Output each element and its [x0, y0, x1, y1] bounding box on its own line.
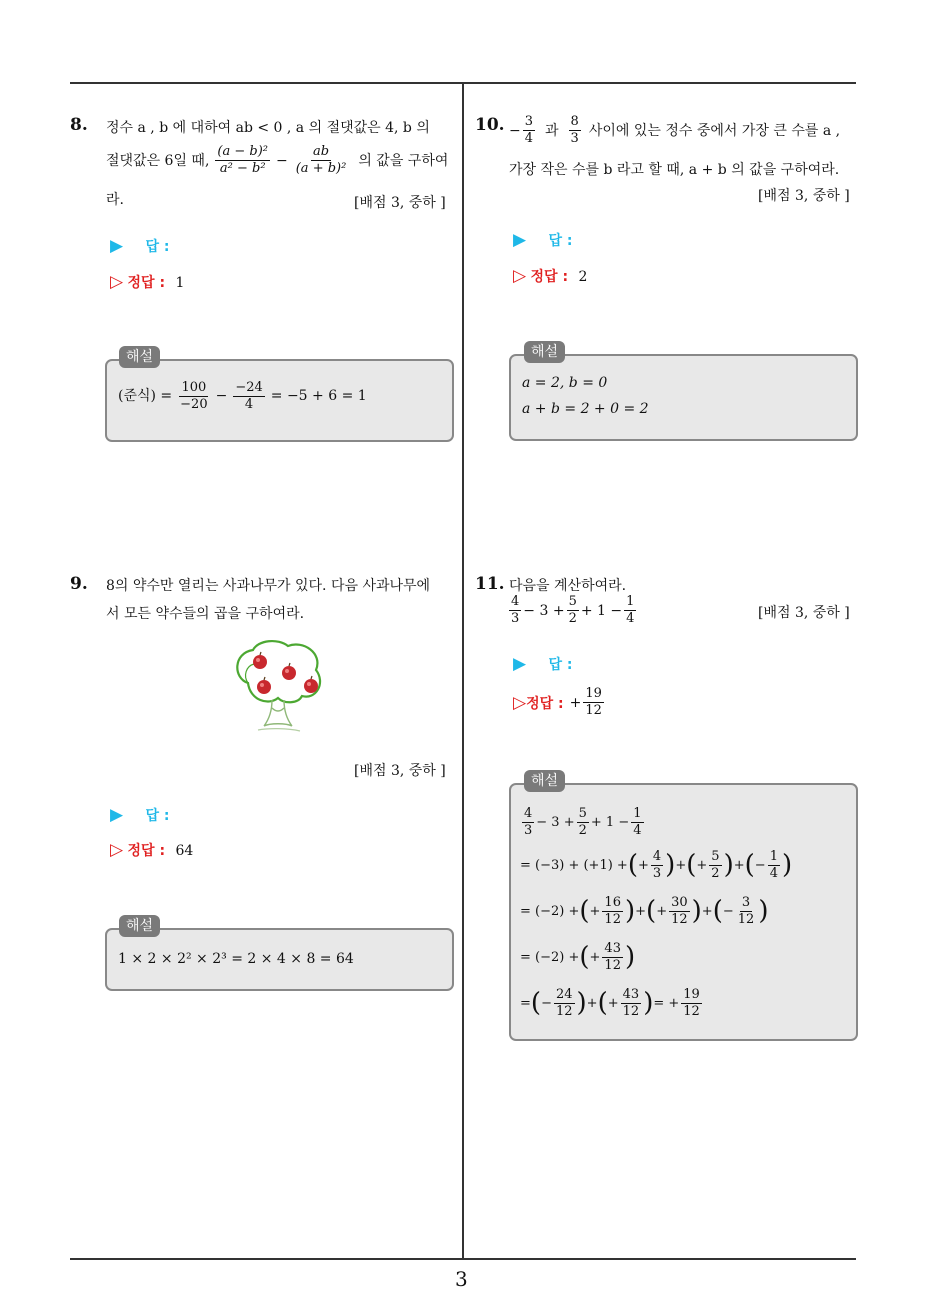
q10-solution-line2: a + b = 2 + 0 = 2	[522, 401, 649, 417]
q8-sol-frac2-den: 4	[244, 397, 254, 412]
answer-label: 답 :	[548, 657, 573, 673]
play-triangle-icon: ▶	[110, 805, 124, 825]
q11-sol-line4: = (−2) + ( + $\frac{43}{12}$ )	[520, 940, 636, 973]
q11-answer-num: 19	[585, 686, 602, 701]
q8-frac2-den: (a + b)²	[295, 161, 347, 176]
q8-fraction1	[215, 144, 270, 177]
q8-frac2-num: ab	[312, 144, 330, 159]
q10-frac2	[569, 114, 581, 147]
q8-solution-tag: 해설	[119, 346, 160, 368]
q11-text-line1: 다음을 계산하여라.	[509, 578, 627, 594]
q10-solution-tag: 해설	[524, 341, 565, 363]
q10-score: [배점 3, 중하 ]	[758, 188, 850, 204]
q8-text-line2: 절댓값은 6일 때, $\frac{\text{(a − b)²}}{\text{a² − b²}}$ − $\frac{ab}{\text{(a + b)²}}$ 의 값을 구하여	[106, 144, 449, 176]
correct-label: 정답 :	[526, 695, 564, 712]
q11-solution	[520, 802, 792, 1026]
answer-label: 답 :	[548, 233, 573, 249]
apple-icon	[282, 663, 296, 680]
q8-sol-frac2	[233, 380, 264, 413]
apple-icon	[304, 676, 318, 693]
q11-expression: $\frac{4}{3}$ − 3 + $\frac{5}{2}$ + 1 − $\frac{1}{4}$	[511, 594, 635, 626]
q10-frac1-den: 4	[524, 131, 534, 146]
q10-answer-row	[513, 230, 573, 250]
q8-number: 8.	[70, 115, 88, 135]
q9-correct-row	[110, 840, 193, 860]
q9-score: [배점 3, 중하 ]	[354, 763, 446, 779]
q10-frac1	[523, 114, 535, 147]
q8-correct-row	[110, 272, 184, 292]
q8-solution: (준식) = $\frac{100}{-20}$ − $\frac{-24}{4}$ = −5 + 6 = 1	[118, 380, 367, 412]
q11-answer-row	[513, 654, 573, 674]
q11-correct-answer	[583, 686, 604, 719]
q10-text1a: 과	[545, 122, 559, 139]
q9-solution-tag: 해설	[119, 915, 160, 937]
q8-correct-answer: 1	[175, 275, 185, 291]
q8-sol-frac1-num: 100	[181, 380, 207, 395]
q11-answer-sign: +	[569, 694, 582, 711]
q11-correct-row	[513, 686, 606, 719]
q10-correct-answer: 2	[578, 269, 588, 285]
q11-answer-den: 12	[585, 703, 602, 718]
q8-score: [배점 3, 중하 ]	[354, 195, 446, 211]
q8-sol-frac2-num: −24	[235, 380, 263, 395]
q8-sol-frac1-den: −20	[180, 397, 208, 412]
answer-label: 답 :	[145, 808, 170, 824]
q11-number: 11.	[475, 574, 505, 594]
q10-text-line2: 가장 작은 수를 b 라고 할 때, a + b 의 값을 구하여라.	[509, 162, 840, 178]
bottom-rule	[70, 1258, 856, 1260]
q8-sol-rest: = −5 + 6 = 1	[270, 388, 367, 404]
q9-solution: 1 × 2 × 2² × 2³ = 2 × 4 × 8 = 64	[118, 951, 354, 967]
q10-frac1-num: 3	[524, 114, 534, 129]
apple-icon	[253, 652, 267, 669]
q8-text-line1: 정수 a , b 에 대하여 ab < 0 , a 의 절댓값은 4, b 의	[106, 120, 430, 136]
q10-text-line1: − $\frac{3}{4}$ 과 $\frac{8}{3}$ 사이에 있는 정수 중에서 가장 큰 수를 a ,	[509, 114, 841, 146]
q9-number: 9.	[70, 574, 88, 594]
apple-icon	[257, 677, 271, 694]
q8-answer-row	[110, 236, 170, 256]
q8-fraction2	[294, 144, 349, 177]
q8-frac1-num: (a − b)²	[217, 144, 268, 159]
q10-number: 10.	[475, 115, 505, 135]
q9-correct-answer: 64	[175, 843, 194, 859]
correct-label: 정답 :	[530, 269, 569, 285]
correct-label: 정답 :	[127, 843, 166, 859]
q9-text-line2: 서 모든 약수들의 곱을 구하여라.	[106, 606, 305, 622]
q8-text2a: 절댓값은 6일 때,	[106, 152, 210, 169]
column-divider	[462, 82, 464, 1259]
q11-solution-tag: 해설	[524, 770, 565, 792]
q10-frac2-den: 3	[570, 131, 579, 146]
apple-tree-image	[228, 638, 328, 738]
answer-label: 답 :	[145, 239, 170, 255]
correct-label: 정답 :	[127, 275, 166, 291]
q8-sol-frac1	[178, 380, 209, 413]
q11-score: [배점 3, 중하 ]	[758, 605, 850, 621]
outline-triangle-icon: ▷	[110, 272, 124, 292]
q9-text-line1: 8의 약수만 열리는 사과나무가 있다. 다음 사과나무에	[106, 578, 431, 594]
q11-sol-line5: = ( − $\frac{24}{12}$ ) + ( + $\frac{43}{12}$ ) = + $\frac{19}{12}$	[520, 986, 700, 1019]
q8-frac1-den: a² − b²	[219, 161, 266, 176]
q8-text-line3: 라.	[106, 192, 124, 208]
q11-sol-line1: $\frac{4}{3}$ − 3 + $\frac{5}{2}$ + 1 − $\frac{1}{4}$	[524, 805, 642, 838]
q11-sol-line3: = (−2) + ( + $\frac{16}{12}$ ) + ( + $\frac{30}{12}$ ) + ( − $\frac{3}{12}$ )	[520, 894, 769, 927]
play-triangle-icon: ▶	[513, 654, 527, 674]
q8-sol-prefix: (준식) =	[118, 388, 173, 404]
q8-text2b: 의 값을 구하여	[358, 152, 449, 169]
q10-text1b: 사이에 있는 정수 중에서 가장 큰 수를 a ,	[588, 122, 841, 139]
outline-triangle-icon: ▷	[513, 692, 527, 713]
q9-answer-row	[110, 805, 170, 825]
q10-frac2-num: 8	[570, 114, 579, 129]
q10-correct-row	[513, 266, 587, 286]
q11-sol-line2: = (−3) + (+1) + ( + $\frac{4}{3}$ ) + ( + $\frac{5}{2}$ ) + ( − $\frac{1}{4}$ )	[520, 848, 793, 881]
q10-solution-line1: a = 2, b = 0	[522, 375, 608, 391]
page-number: 3	[455, 1267, 468, 1291]
play-triangle-icon: ▶	[110, 236, 124, 256]
play-triangle-icon: ▶	[513, 230, 527, 250]
outline-triangle-icon: ▷	[513, 266, 527, 286]
outline-triangle-icon: ▷	[110, 840, 124, 860]
